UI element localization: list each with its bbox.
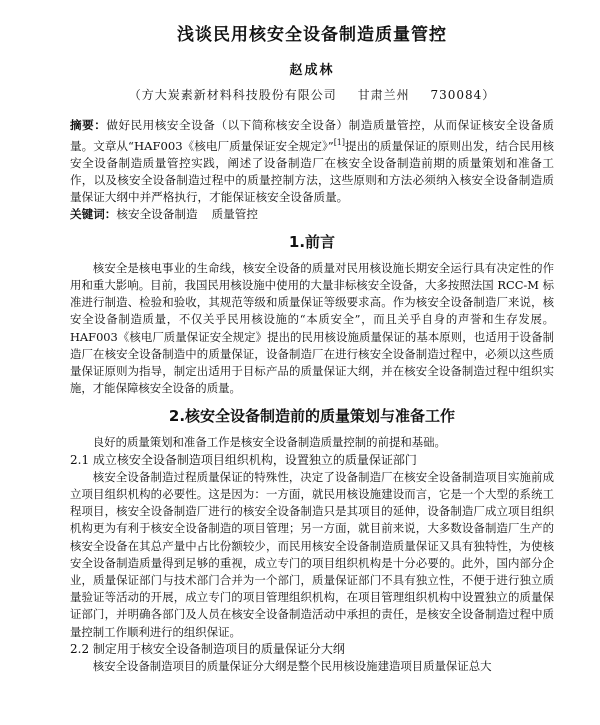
subsection-heading-2-1: 2.1 成立核安全设备制造项目组织机构，设置独立的质量保证部门 — [70, 452, 417, 467]
abstract — [70, 117, 554, 206]
subsection-2-2-paragraph: 核安全设备制造项目的质量保证分大纲是整个民用核设施建造项目质量保证总大 — [92, 658, 492, 673]
section-heading-planning: 2.核安全设备制造前的质量策划与准备工作 — [168, 407, 456, 426]
planning-intro-paragraph: 良好的质量策划和准备工作是核安全设备制造质量控制的前提和基础。 — [92, 435, 446, 450]
paper-title: 浅谈民用核安全设备制造质量管控 — [177, 25, 447, 45]
affiliation — [70, 86, 554, 103]
abstract-label: 摘要： — [70, 118, 107, 132]
introduction-paragraph: 核安全是核电事业的生命线，核安全设备的质量对民用核设施长期安全运行具有决定性的作用和重大影响。目前，我国民用核设施中使用的大量非标核安全设备，大多按照法国 RCC-M 标准进行制造、检验和验收，其规范等级和质量保证等级要求高。作为核安全设备制造厂来说，核安全设备制造质量，不仅关乎民用核设施的“本质安全”，而且关乎自身的声誉和生存发展。HAF003《核电厂质量保证安全规定》提出的民用核设施质量保证的基本原则，也适用于设备制造厂在核安全设备制造中的质量保证，设备制造厂在进行核安全设备制造过程中，必须以这些质量保证原则为指导，制定出适用于目标产品的质量保证大纲，并在核安全设备制造过程中组织实施，才能保障核安全设备的质量。 — [70, 260, 554, 396]
keyword-item: 质量管控 — [211, 206, 258, 221]
affiliation-city: 甘肃兰州 — [357, 88, 410, 102]
subsection-heading-2-2: 2.2 制定用于核安全设备制造项目的质量保证分大纲 — [70, 641, 345, 656]
keywords-label: 关键词： — [70, 206, 117, 221]
affiliation-zip: 730084） — [430, 88, 496, 102]
keyword-item: 核安全设备制造 — [116, 206, 198, 221]
abstract-text-2: 提出的质量保证的原则出发，结合民用核安全设备制造质量管控实践，阐述了设备制造厂在核安全设备制造前期的质量策划和准备工作，以及核安全设备制造过程中的质量控制方法，这些原则和方法必须纳入核安全设备制造质量保证大纲中并严格执行，才能保证核安全设备质量。 — [70, 138, 554, 204]
keywords — [70, 206, 554, 223]
reference-marker[interactable]: [1] — [333, 138, 346, 147]
affiliation-org: （方大炭素新材料科技股份有限公司 — [128, 88, 337, 102]
subsection-2-1-paragraph: 核安全设备制造过程质量保证的特殊性，决定了设备制造厂在核安全设备制造项目实施前成立项目组织机构的必要性。这是因为：一方面，就民用核设施建设而言，它是一个大型的系统工程项目，核安全设备制造厂进行的核安全设备制造只是其项目的延伸，设备制造厂成立项目组织机构更为有利于核安全设备制造的项目管理；另一方面，就目前来说，大多数设备制造厂生产的核安全设备在其总产量中占比份额较少，而民用核安全设备制造质量保证又具有独特性，为使核安全设备制造质量得到足够的重视，成立专门的项目组织机构是十分必要的。此外，国内部分企业，质量保证部门与技术部门合并为一个部门，质量保证部门不具有独立性，不便于进行独立质量验证等活动的开展，成立专门的项目管理组织机构，在项目管理组织机构中设置独立的质量保证部门，并明确各部门及人员在核安全设备制造活动中承担的责任，是核安全设备制造过程中质量控制工作顺利进行的组织保证。 — [70, 469, 554, 639]
author-name: 赵成林 — [289, 63, 335, 78]
section-heading-introduction: 1.前言 — [288, 232, 336, 251]
abstract-text-1: 做好民用核安全设备（以下简称核安全设备）制造质量管控，从而保证核安全设备质量。文章从“HAF003《核电厂质量保证安全规定》” — [70, 118, 554, 153]
